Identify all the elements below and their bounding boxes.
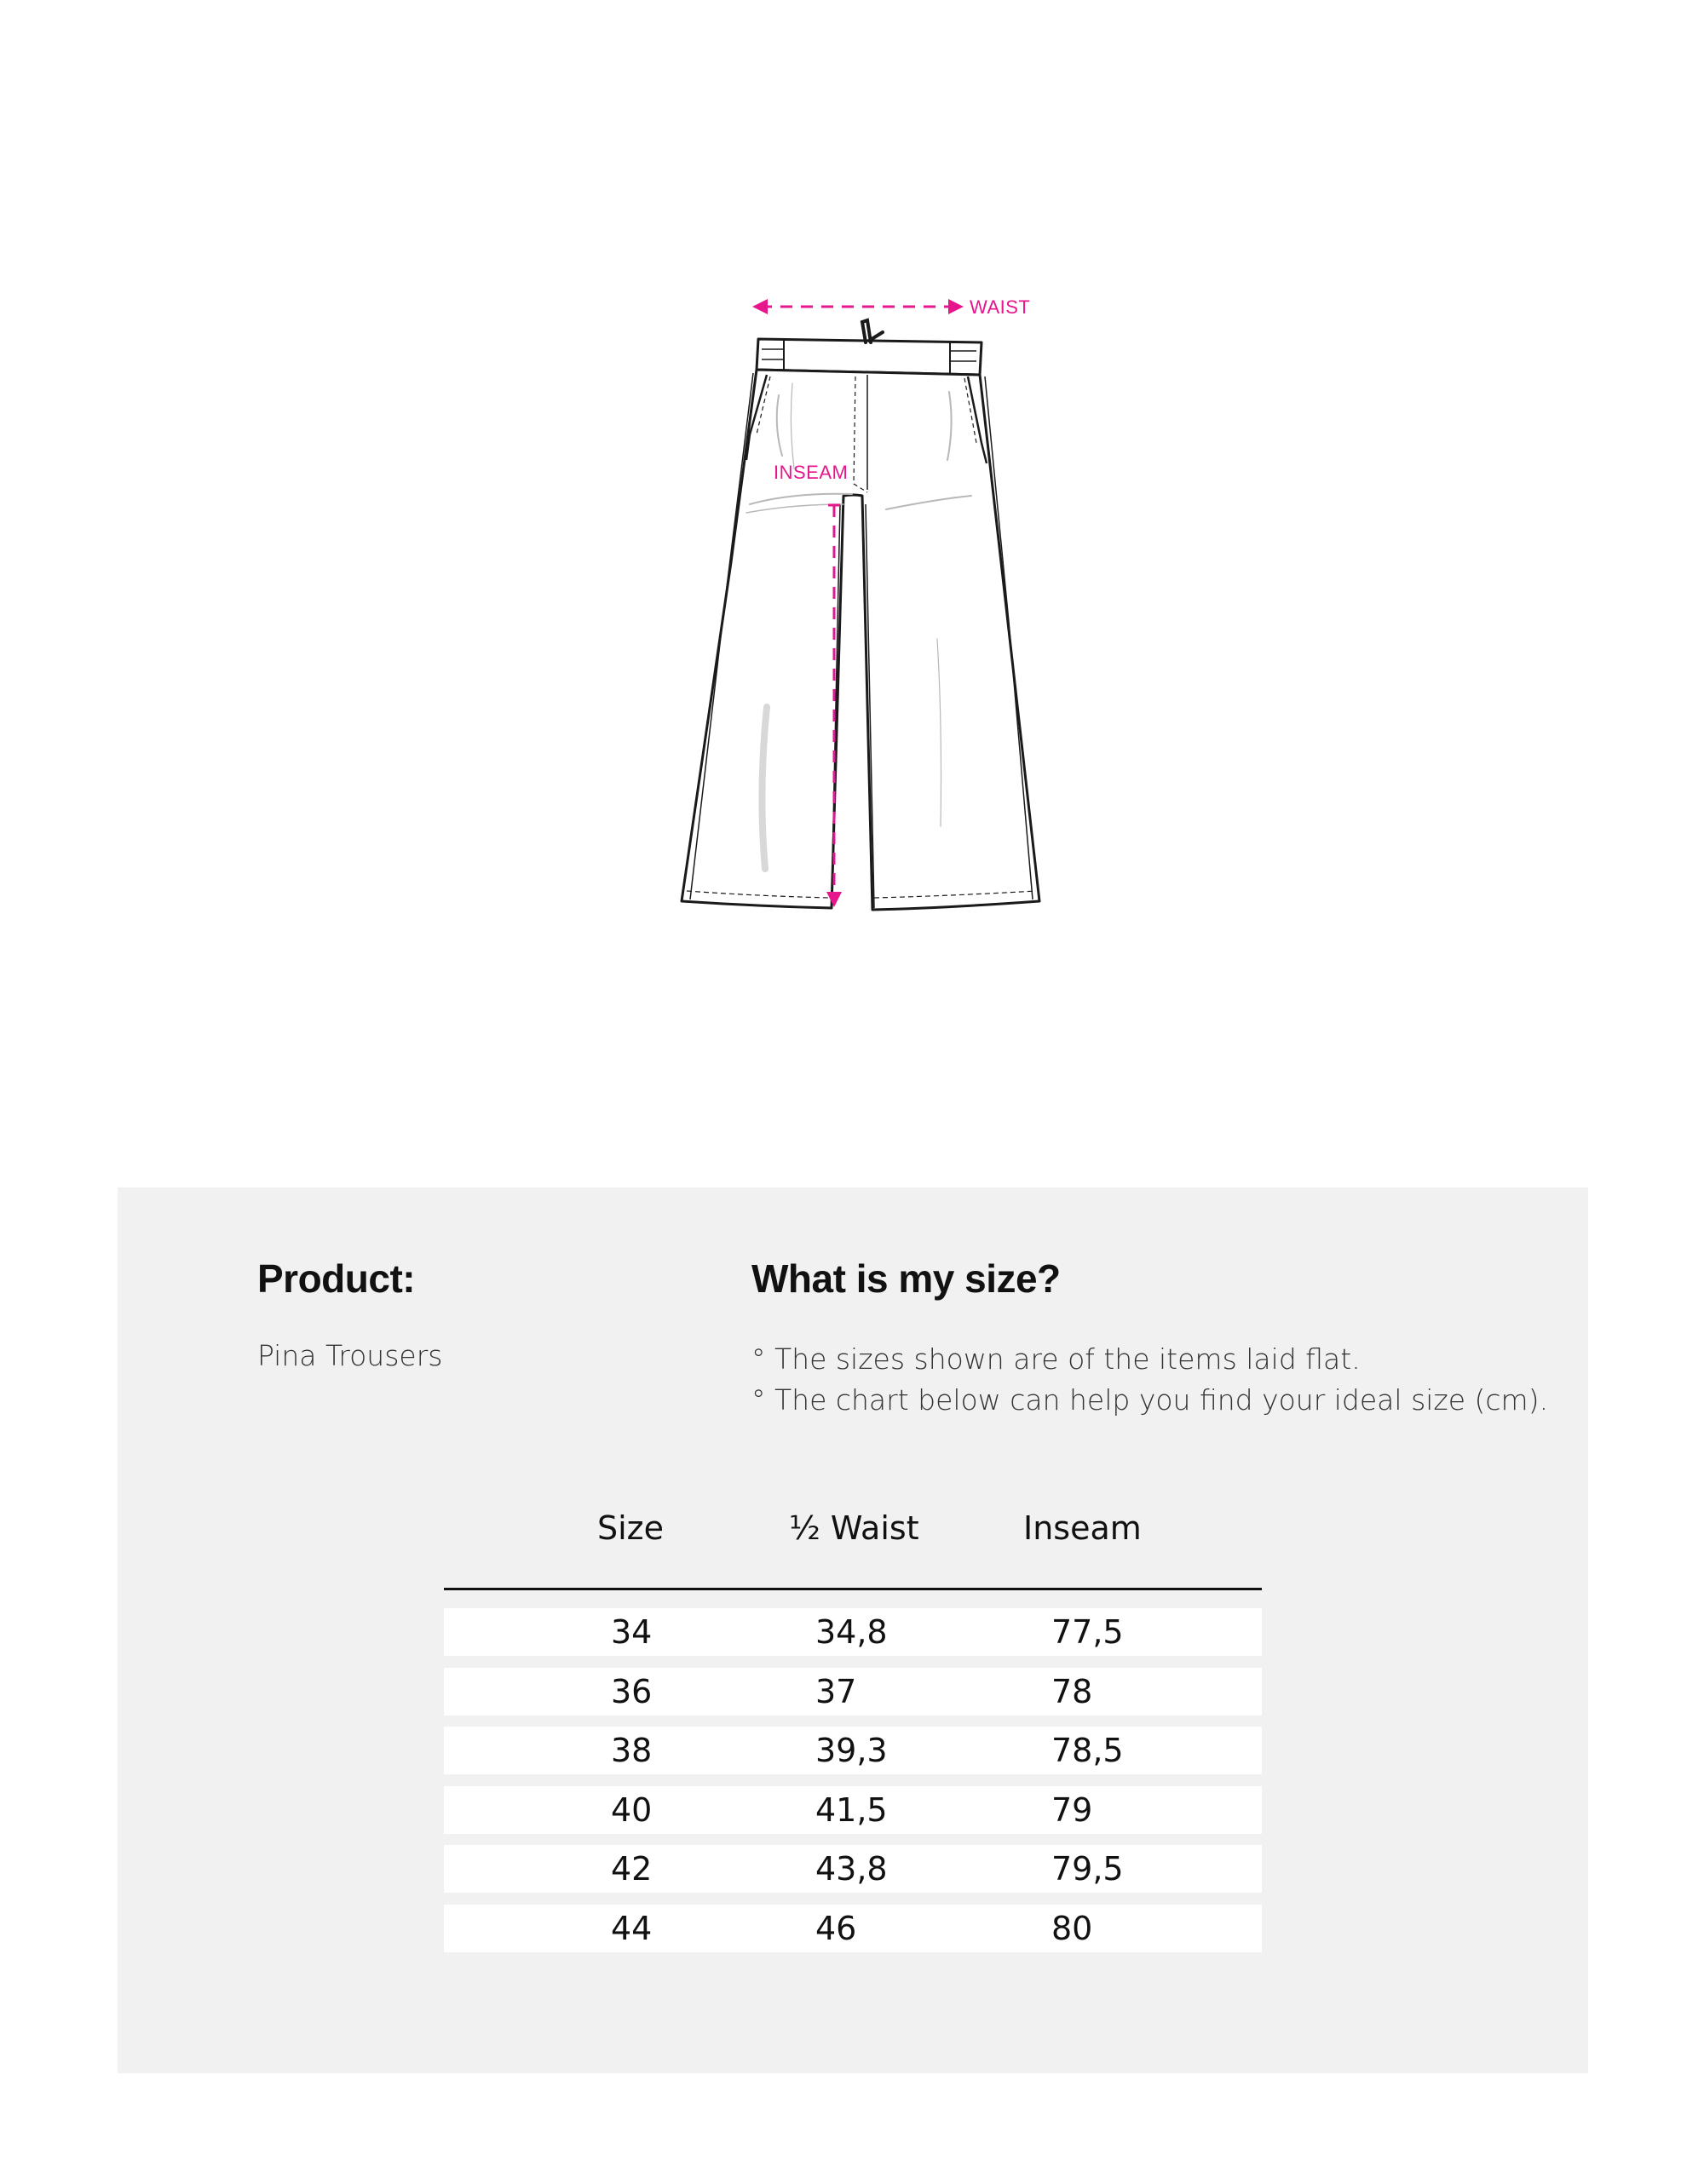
size-table [444,1509,1262,1947]
column-header-half-waist: ½ Waist [789,1509,919,1547]
cell-half-waist: 41,5 [815,1790,888,1829]
size-note: ° The sizes shown are of the items laid flat. [751,1342,1361,1376]
product-name: Pina Trousers [257,1339,443,1372]
cell-inseam: 79 [1051,1790,1093,1829]
table-row [444,1905,1262,1952]
waist-label: WAIST [970,296,1031,318]
table-body [444,1608,1262,1964]
trousers-outline [682,370,1039,910]
cell-size: 36 [611,1672,653,1710]
table-row [444,1608,1262,1656]
cell-inseam: 80 [1051,1909,1093,1947]
cell-half-waist: 37 [815,1672,857,1710]
table-row [444,1727,1262,1774]
cell-inseam: 79,5 [1051,1850,1124,1888]
drawstring [862,320,883,342]
cell-half-waist: 39,3 [815,1732,888,1770]
product-heading: Product: [257,1256,416,1301]
column-header-inseam: Inseam [1023,1509,1142,1547]
cell-inseam: 78 [1051,1672,1093,1710]
inseam-label: INSEAM [774,462,849,483]
trousers-sketch [665,281,1091,945]
cell-size: 34 [611,1613,653,1651]
cell-size: 42 [611,1850,653,1888]
cell-inseam: 77,5 [1051,1613,1124,1651]
cell-size: 38 [611,1732,653,1770]
trousers-diagram [665,281,1091,945]
size-notes [751,1339,1548,1421]
cell-size: 44 [611,1909,653,1947]
table-header [444,1509,1262,1569]
table-row [444,1845,1262,1893]
table-row [444,1786,1262,1834]
cell-half-waist: 46 [815,1909,857,1947]
header-divider [444,1588,1262,1590]
cell-size: 40 [611,1790,653,1829]
cell-half-waist: 34,8 [815,1613,888,1651]
size-guide-panel [118,1187,1588,2073]
cell-half-waist: 43,8 [815,1850,888,1888]
size-note: ° The chart below can help you find your ideal size (cm). [751,1383,1549,1417]
column-header-size: Size [597,1509,665,1547]
table-row [444,1668,1262,1716]
cell-inseam: 78,5 [1051,1732,1124,1770]
size-heading: What is my size? [751,1256,1061,1301]
